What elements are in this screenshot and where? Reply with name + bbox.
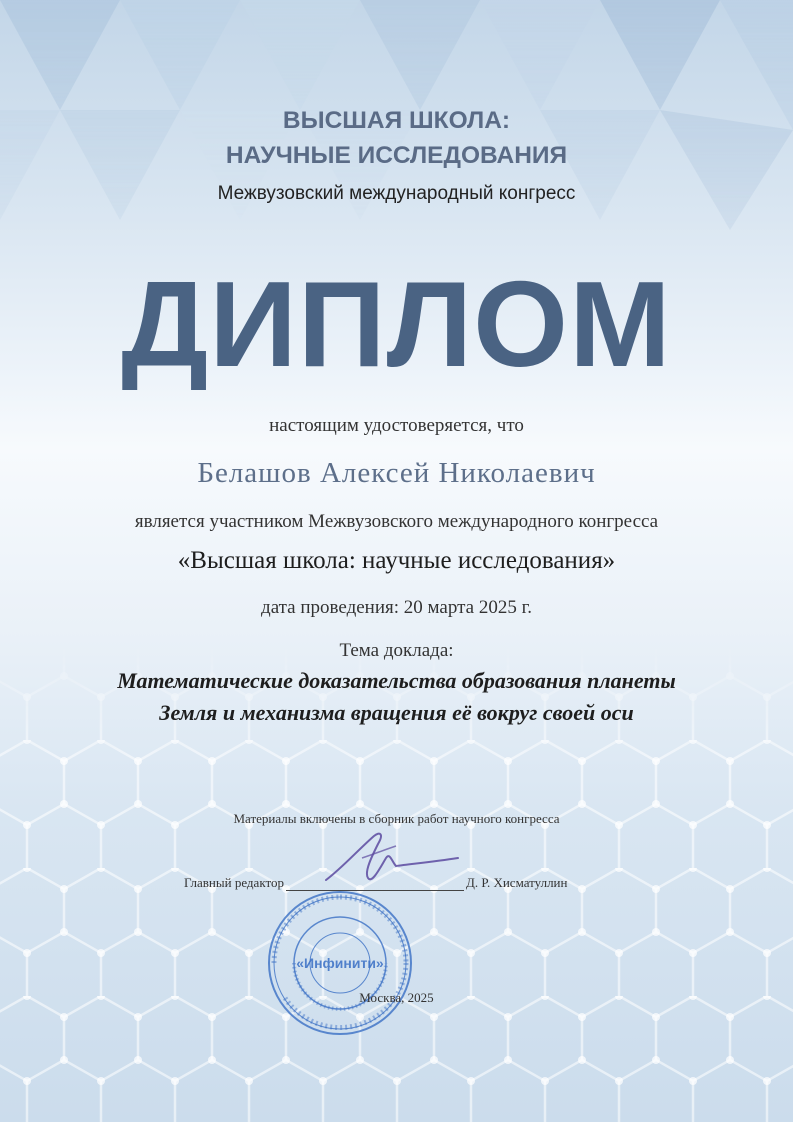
congress-name: «Высшая школа: научные исследования» [177, 547, 616, 574]
recipient-name: Белашов Алексей Николаевич [197, 457, 596, 489]
event-date: дата проведения: 20 марта 2025 г. [261, 597, 532, 618]
organization-name-line1: ВЫСШАЯ ШКОЛА: [282, 107, 511, 134]
organization-name-line2: НАУЧНЫЕ ИССЛЕДОВАНИЯ [225, 142, 568, 169]
topic-label: Тема доклада: [339, 640, 454, 661]
materials-note: Материалы включены в сборник работ научного конгресса [233, 811, 560, 826]
editor-name: Д. Р. Хисматуллин [465, 875, 568, 890]
seal-center-text: «Инфинити» [296, 955, 384, 971]
official-seal-stamp [265, 888, 415, 1038]
city-year: Москва, 2025 [359, 990, 434, 1005]
participant-text: является участником Межвузовского международного конгресса [134, 511, 659, 532]
diploma-title: ДИПЛОМ [121, 256, 672, 392]
topic-line2: Земля и механизма вращения её вокруг своей оси [159, 700, 634, 725]
editor-label: Главный редактор [184, 875, 284, 890]
certifies-text: настоящим удостоверяется, что [269, 415, 524, 436]
handwritten-signature [322, 828, 462, 888]
topic-line1: Математические доказательства образования планеты [117, 668, 676, 693]
congress-subtitle: Межвузовский международный конгресс [217, 183, 576, 204]
